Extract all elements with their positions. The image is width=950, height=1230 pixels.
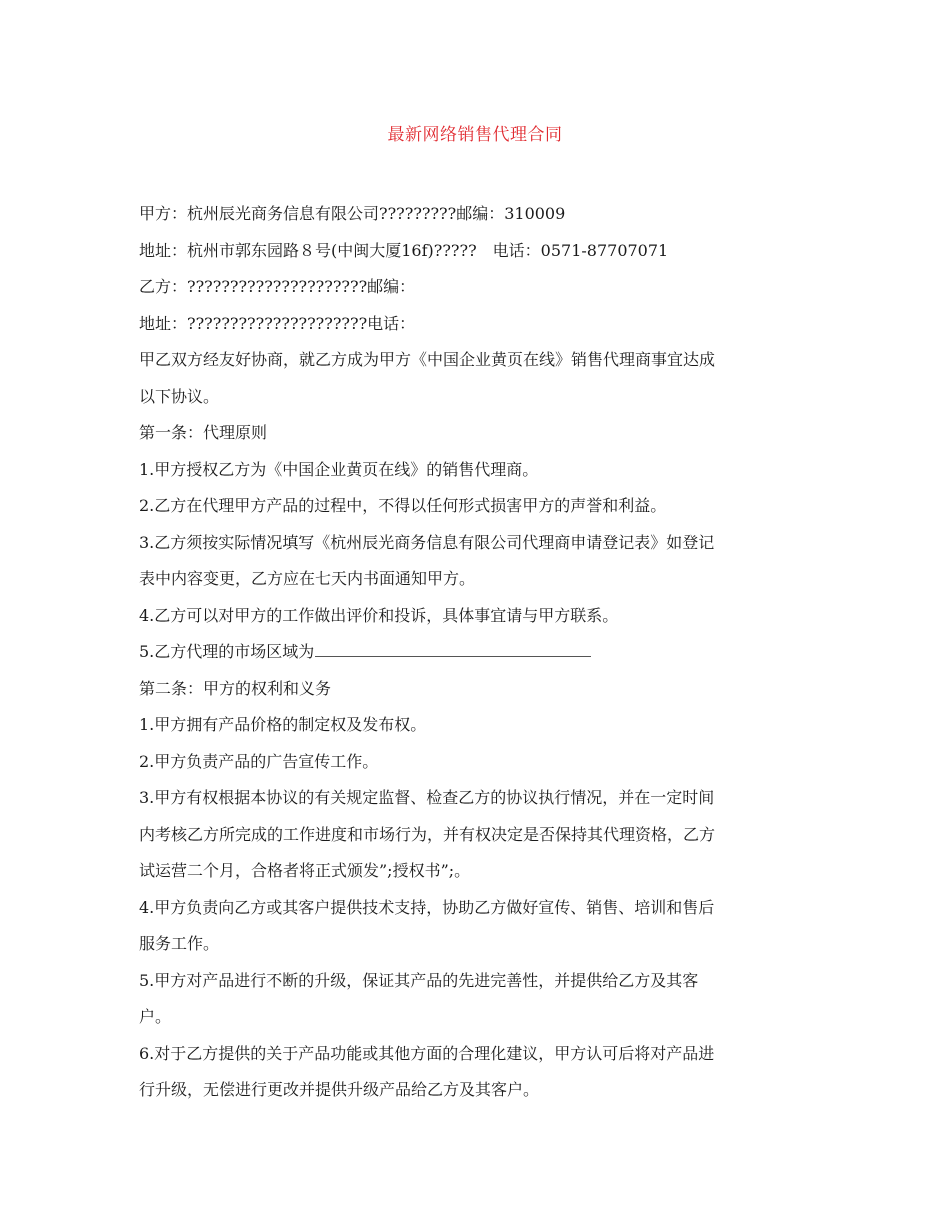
clause-line: 1.甲方授权乙方为《中国企业黄页在线》的销售代理商。 (139, 459, 539, 479)
clause-line: 试运营二个月，合格者将正式颁发”;授权书”;。 (139, 861, 471, 880)
clause-line: 5.甲方对产品进行不断的升级，保证其产品的先进完善性，并提供给乙方及其客 (139, 970, 699, 990)
clause-line: 3.乙方须按实际情况填写《杭州辰光商务信息有限公司代理商申请登记表》如登记 (139, 532, 715, 552)
document-title: 最新网络销售代理合同 (387, 125, 563, 145)
clause-line: 4.甲方负责向乙方或其客户提供技术支持，协助乙方做好宣传、销售、培训和售后 (139, 897, 715, 917)
market-region-line (139, 634, 811, 671)
document-body (139, 196, 811, 1109)
party-b-address-line: 地址：?????????????????????电话： (139, 313, 416, 333)
party-a-line: 甲方：杭州辰光商务信息有限公司?????????邮编：310009 (139, 204, 566, 223)
article-heading: 第一条：代理原则 (139, 423, 268, 442)
party-b-line: 乙方：?????????????????????邮编： (139, 277, 416, 296)
clause-line: 2.甲方负责产品的广告宣传工作。 (139, 751, 379, 771)
preamble-line: 以下协议。 (139, 386, 220, 406)
clause-line: 服务工作。 (139, 934, 220, 953)
market-region-blank (315, 642, 591, 657)
clause-line: 内考核乙方所完成的工作进度和市场行为，并有权决定是否保持其代理资格，乙方 (139, 824, 716, 844)
article-heading: 第二条：甲方的权利和义务 (139, 678, 332, 698)
clause-line: 1.甲方拥有产品价格的制定权及发布权。 (139, 715, 427, 734)
clause-line: 表中内容变更，乙方应在七天内书面通知甲方。 (139, 569, 476, 588)
clause-line: 2.乙方在代理甲方产品的过程中，不得以任何形式损害甲方的声誉和利益。 (139, 496, 667, 515)
clause-line: 6.对于乙方提供的关于产品功能或其他方面的合理化建议，甲方认可后将对产品进 (139, 1043, 715, 1063)
clause-line: 3.甲方有权根据本协议的有关规定监督、检查乙方的协议执行情况，并在一定时间 (139, 788, 715, 807)
party-a-address-line: 地址：杭州市郭东园路８号(中闽大厦16f)????? 电话：0571-87707071 (139, 240, 669, 260)
preamble-line: 甲乙双方经友好协商，就乙方成为甲方《中国企业黄页在线》销售代理商事宜达成 (139, 350, 716, 369)
clause-line: 户。 (139, 1007, 172, 1026)
clause-line: 4.乙方可以对甲方的工作做出评价和投诉，具体事宜请与甲方联系。 (139, 605, 619, 625)
market-region-label: 5.乙方代理的市场区域为 (139, 642, 315, 661)
clause-line: 行升级，无偿进行更改并提供升级产品给乙方及其客户。 (139, 1080, 540, 1099)
